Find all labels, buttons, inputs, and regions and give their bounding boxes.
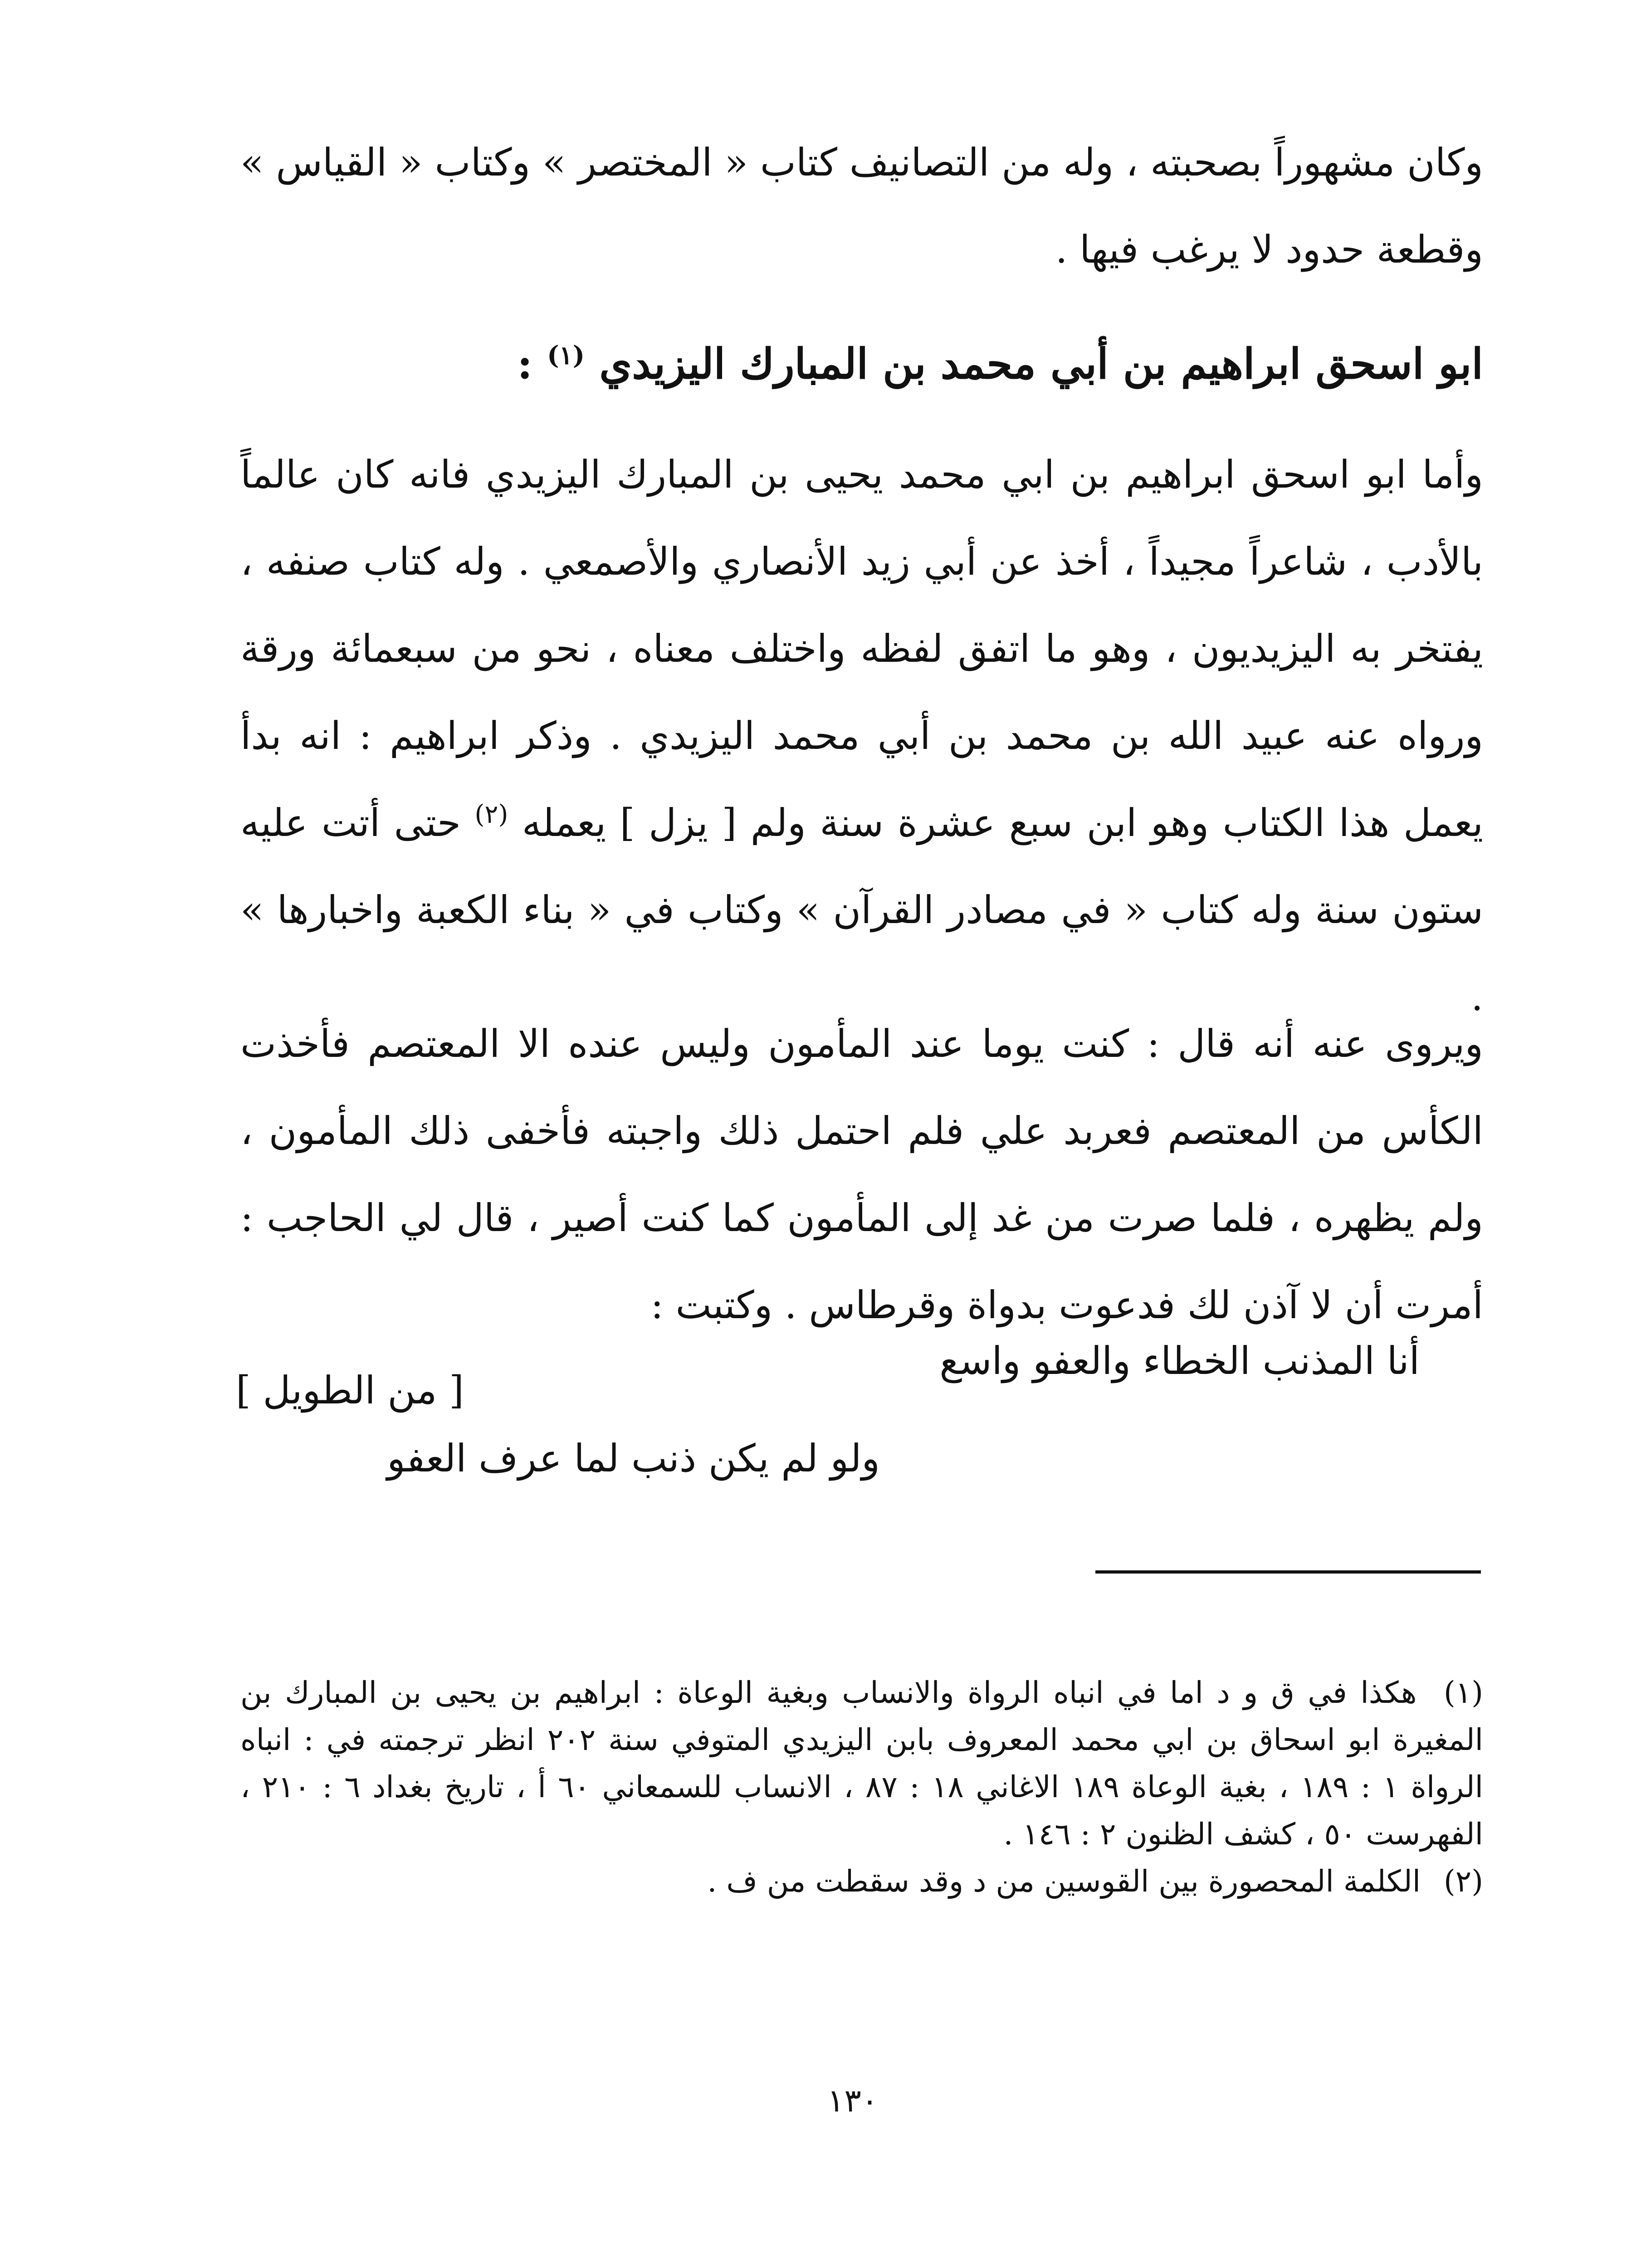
- heading-text: ابو اسحق ابراهيم بن أبي محمد بن المبارك اليزيدي: [599, 339, 1483, 388]
- paragraph-3-text: ويروى عنه أنه قال : كنت يوما عند المأمون وليس عنده الا المعتصم فأخذت الكأس من المعتصم فعربد علي فلم احتمل ذلك واجبته فأخفى ذلك المأمون ، ولم يظهره ، فلما صرت من غد إلى المأمون كما كنت أصير ، قال لي الحاجب : أمرت أن لا آذن لك فدعوت بدواة وقرطاس . وكتبت :: [240, 1022, 1483, 1327]
- footnote-2: [240, 1858, 1483, 1905]
- page-number: ١٣٠: [827, 2082, 879, 2119]
- heading-footnote-marker: (١): [547, 340, 585, 371]
- paragraph-1-text: وكان مشهوراً بصحبته ، وله من التصانيف كتاب « المختصر » وكتاب « القياس » وقطعة حدود لا يرغب فيها .: [240, 140, 1483, 272]
- footnote-1: [240, 1669, 1483, 1858]
- footnote-1-number: (١): [1444, 1675, 1483, 1710]
- paragraph-2-text-a: وأما ابو اسحق ابراهيم بن ابي محمد يحيى بن المبارك اليزيدي فانه كان عالماً بالأدب ، شاعراً مجيداً ، أخذ عن أبي زيد الأنصاري والأصمعي . وله كتاب صنفه ، يفتخر به اليزيديون ، وهو ما اتفق لفظه واختلف معناه ، نحو من سبعمائة ورقة ورواه عنه عبيد الله بن محمد بن أبي محمد اليزيدي . وذكر ابراهيم : انه بدأ يعمل هذا الكتاب وهو ابن سبع عشرة سنة ولم [ يزل ] يعمله: [240, 452, 1484, 845]
- footnotes: [240, 1669, 1483, 1905]
- paragraph-1: [240, 119, 1483, 293]
- heading-colon: :: [517, 339, 533, 388]
- paragraph-3: [240, 1000, 1483, 1349]
- verse-meter-label: [ من الطويل ]: [236, 1368, 464, 1413]
- footnote-2-text: الكلمة المحصورة بين القوسين من د وقد سقطت من ف .: [707, 1864, 1421, 1899]
- verse-hemistich-1: أنا المذنب الخطاء والعفو واسع: [939, 1339, 1420, 1383]
- verse-hemistich-2: ولو لم يكن ذنب لما عرف العفو: [387, 1436, 880, 1481]
- footnote-divider: [1095, 1570, 1481, 1574]
- footnote-1-text: هكذا في ق و د اما في انباه الرواة والانساب وبغية الوعاة : ابراهيم بن يحيى بن المبارك بن المغيرة ابو اسحاق بن ابي محمد المعروف بابن اليزيدي المتوفي سنة ٢٠٢ انظر ترجمته في : انباه الرواة ١ : ١٨٩ ، بغية الوعاة ١٨٩ الاغاني ١٨ : ٨٧ ، الانساب للسمعاني ٦٠ أ ، تاريخ بغداد ٦ : ٢١٠ ، الفهرست ٥٠ ، كشف الظنون ٢ : ١٤٦ .: [240, 1675, 1484, 1852]
- footnote-2-number: (٢): [1444, 1864, 1483, 1899]
- section-heading: [240, 332, 1483, 396]
- paragraph-2: [240, 431, 1483, 1041]
- paragraph-2-text-b: حتى أتت عليه ستون سنة وله كتاب « في مصادر القرآن » وكتاب في « بناء الكعبة واخبارها » .: [240, 801, 1483, 1019]
- paragraph-2-footnote-marker: (٢): [474, 800, 508, 829]
